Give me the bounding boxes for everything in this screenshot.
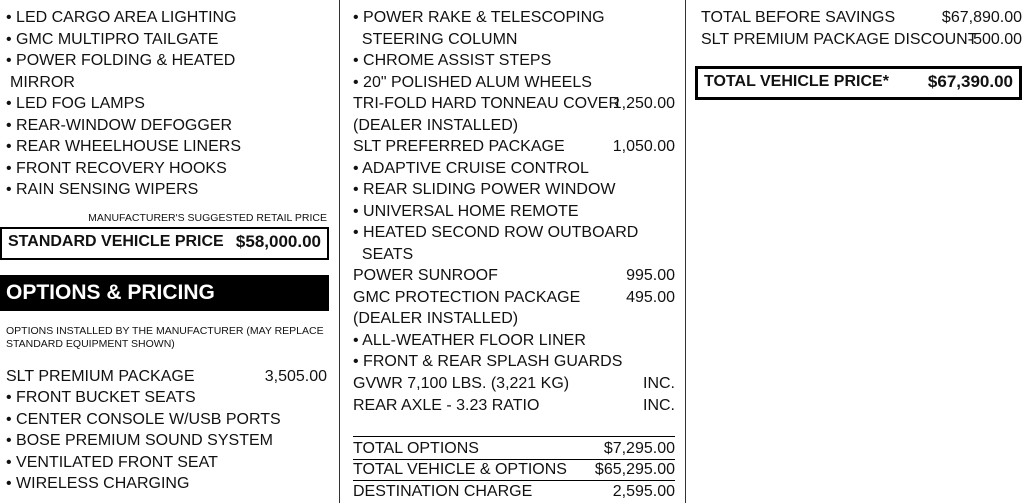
feature-line — [6, 115, 335, 136]
option-line — [353, 93, 675, 114]
total-price-label: TOTAL VEHICLE PRICE* — [704, 73, 889, 90]
total-amount: 2,595.00 — [612, 483, 675, 500]
feature-line — [6, 158, 335, 179]
msrp-label: MANUFACTURER'S SUGGESTED RETAIL PRICE — [88, 212, 327, 224]
feature-line — [6, 93, 335, 114]
option-amount: 1,050.00 — [612, 138, 675, 155]
feature-line — [6, 179, 335, 200]
feature-text: • LED CARGO AREA LIGHTING — [6, 9, 237, 26]
pricing-summary-column — [695, 0, 1024, 503]
summary-line — [701, 7, 1022, 28]
package-item-text: • WIRELESS CHARGING — [6, 475, 190, 492]
option-amount: 495.00 — [626, 289, 675, 306]
option-line — [353, 158, 675, 179]
option-line — [353, 308, 675, 329]
total-text: TOTAL OPTIONS — [353, 440, 479, 457]
option-line — [353, 29, 675, 50]
package-item-text: • BOSE PREMIUM SOUND SYSTEM — [6, 432, 273, 449]
feature-text: • FRONT RECOVERY HOOKS — [6, 160, 227, 177]
option-line — [353, 395, 675, 416]
option-text: REAR AXLE - 3.23 RATIO — [353, 397, 540, 414]
total-line — [353, 459, 675, 480]
option-line — [353, 265, 675, 286]
feature-line — [6, 136, 335, 157]
option-line — [353, 201, 675, 222]
feature-line — [6, 7, 335, 28]
option-line — [353, 7, 675, 28]
option-line — [353, 179, 675, 200]
total-price-value: $67,390.00 — [927, 72, 1013, 91]
option-text: • ADAPTIVE CRUISE CONTROL — [353, 160, 589, 177]
option-line — [353, 222, 675, 243]
package-item — [6, 452, 335, 473]
summary-value: $67,890.00 — [941, 9, 1022, 26]
option-line — [353, 115, 675, 136]
totals-divider — [353, 436, 675, 437]
option-line — [353, 373, 675, 394]
total-amount: $65,295.00 — [594, 461, 675, 478]
column-divider-1 — [339, 0, 340, 503]
option-text: • 20" POLISHED ALUM WHEELS — [353, 74, 592, 91]
package-item — [6, 409, 335, 430]
option-label: SLT PREMIUM PACKAGE — [6, 368, 195, 385]
summary-label: TOTAL BEFORE SAVINGS — [701, 9, 896, 26]
options-note: OPTIONS INSTALLED BY THE MANUFACTURER (MAY REPLACE STANDARD EQUIPMENT SHOWN) — [6, 325, 324, 350]
option-text: GMC PROTECTION PACKAGE — [353, 289, 581, 306]
feature-text: • REAR WHEELHOUSE LINERS — [6, 138, 241, 155]
option-text: GVWR 7,100 LBS. (3,221 KG) — [353, 375, 570, 392]
package-item-text: • FRONT BUCKET SEATS — [6, 389, 196, 406]
feature-text: • RAIN SENSING WIPERS — [6, 181, 199, 198]
option-text: • POWER RAKE & TELESCOPING — [353, 9, 605, 26]
feature-line — [6, 29, 335, 50]
option-text: TRI-FOLD HARD TONNEAU COVER — [353, 95, 620, 112]
option-line — [353, 72, 675, 93]
option-text: • FRONT & REAR SPLASH GUARDS — [353, 353, 623, 370]
feature-line — [10, 72, 335, 93]
standard-price-value: $58,000.00 — [235, 232, 321, 251]
option-amount: INC. — [643, 375, 675, 392]
option-line — [353, 351, 675, 372]
option-line — [353, 136, 675, 157]
feature-line — [6, 50, 335, 71]
option-line — [353, 330, 675, 351]
package-item — [6, 430, 335, 451]
option-amount: 1,250.00 — [612, 95, 675, 112]
option-line — [353, 50, 675, 71]
option-text: SLT PREFERRED PACKAGE — [353, 138, 565, 155]
summary-label: SLT PREMIUM PACKAGE DISCOUNT — [701, 31, 978, 48]
feature-text: • POWER FOLDING & HEATED — [6, 52, 236, 69]
total-line — [353, 438, 675, 459]
option-text: (DEALER INSTALLED) — [353, 117, 519, 134]
package-item — [6, 473, 335, 494]
option-line — [353, 244, 675, 265]
option-text: • ALL-WEATHER FLOOR LINER — [353, 332, 586, 349]
summary-value: -500.00 — [967, 31, 1022, 48]
feature-text: • GMC MULTIPRO TAILGATE — [6, 31, 219, 48]
feature-text: • REAR-WINDOW DEFOGGER — [6, 117, 233, 134]
option-text: (DEALER INSTALLED) — [353, 310, 519, 327]
package-item-text: • CENTER CONSOLE W/USB PORTS — [6, 411, 281, 428]
options-column — [345, 0, 685, 503]
total-amount: $7,295.00 — [603, 440, 675, 457]
option-line — [6, 366, 327, 387]
feature-text: • LED FOG LAMPS — [6, 95, 145, 112]
option-text: STEERING COLUMN — [353, 31, 518, 48]
option-text: • HEATED SECOND ROW OUTBOARD — [353, 224, 639, 241]
option-text: • UNIVERSAL HOME REMOTE — [353, 203, 579, 220]
option-text: SEATS — [353, 246, 414, 263]
options-pricing-banner: OPTIONS & PRICING — [0, 275, 329, 311]
option-amount: 995.00 — [626, 267, 675, 284]
option-price: 3,505.00 — [264, 368, 327, 385]
package-item-text: • VENTILATED FRONT SEAT — [6, 454, 218, 471]
feature-text: MIRROR — [10, 74, 75, 91]
column-divider-2 — [685, 0, 686, 503]
option-text: POWER SUNROOF — [353, 267, 498, 284]
option-text: • REAR SLIDING POWER WINDOW — [353, 181, 616, 198]
total-line — [353, 481, 675, 502]
total-text: TOTAL VEHICLE & OPTIONS — [353, 461, 567, 478]
summary-line — [701, 29, 1022, 50]
total-vehicle-price-box — [695, 66, 1022, 100]
option-line — [353, 287, 675, 308]
option-text: • CHROME ASSIST STEPS — [353, 52, 552, 69]
total-text: DESTINATION CHARGE — [353, 483, 533, 500]
standard-equipment-column — [0, 0, 335, 503]
option-amount: INC. — [643, 397, 675, 414]
standard-price-label: STANDARD VEHICLE PRICE — [8, 233, 224, 250]
standard-vehicle-price-box — [0, 227, 329, 260]
package-item — [6, 387, 335, 408]
